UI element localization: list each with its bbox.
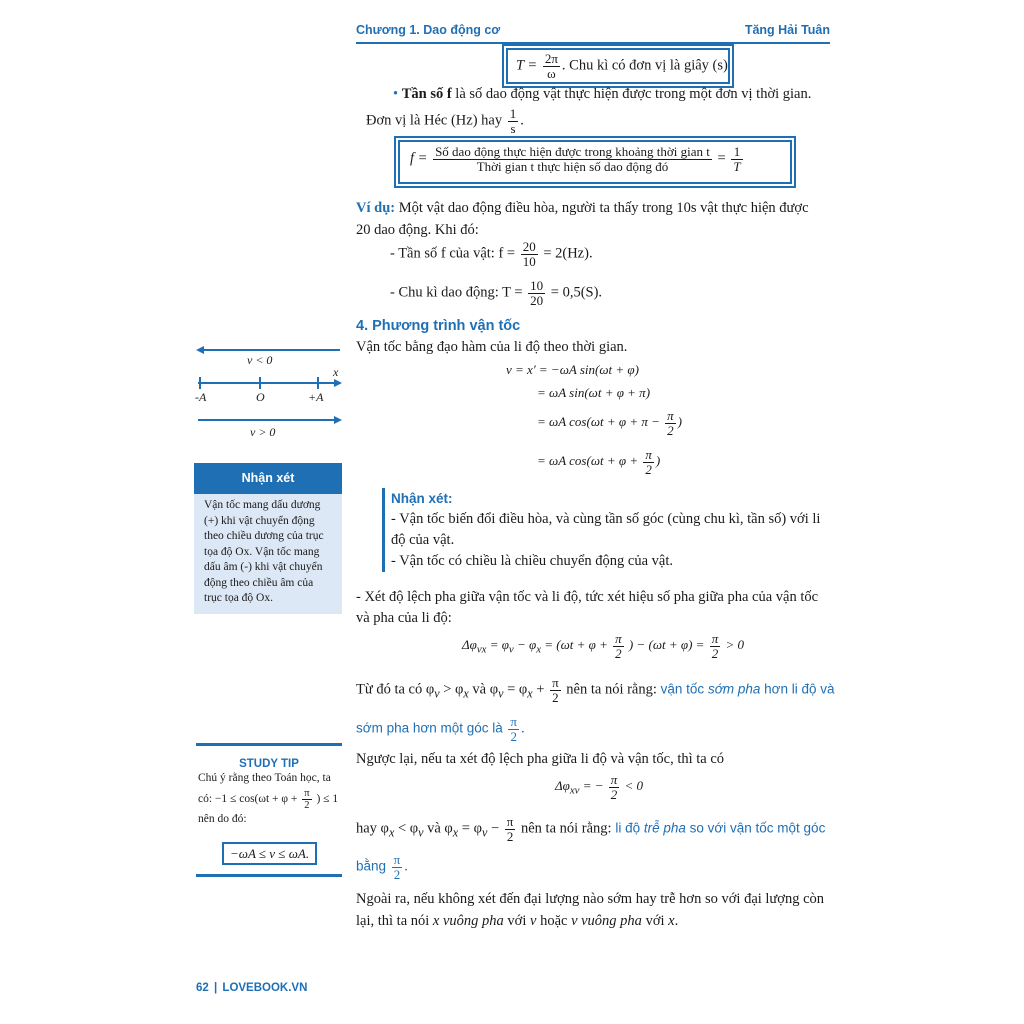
minus-a-label: -A bbox=[195, 390, 207, 404]
remark-block: Nhận xét: - Vận tốc biến đổi điều hòa, và cùng tần số góc (cùng chu kì, tần số) với li độ của vật. - Vận tốc có chiều là chiều chuyển động của vật. bbox=[382, 488, 839, 572]
sidebar-note-line: động theo chiều âm của bbox=[204, 576, 314, 589]
chapter-title: Chương 1. Dao động cơ bbox=[356, 23, 501, 37]
frequency-definition: • Tần số f là số dao động vật thực hiện được trong một đơn vị thời gian. bbox=[393, 86, 812, 102]
study-tip-title: STUDY TIP bbox=[239, 758, 299, 770]
phase-lag-sentence: hay $\varphi_x < \varphi_v$ và $\varphi_x = \varphi_v$ − $\frac{\pi}{2}$ nên ta nói rằng: li độ trễ pha so với vận tốc một góc bbox=[356, 814, 826, 844]
velocity-eq-3: = ωA cos(ωt + φ + π − $\frac{\pi}{2}$ ) bbox=[537, 408, 682, 438]
origin-label: O bbox=[256, 390, 265, 404]
phase-reverse-eq: $\Delta\varphi_{xv}$ = − $\frac{\pi}{2}$ < 0 bbox=[555, 772, 644, 802]
frequency-num: Số dao động thực hiện được trong khoảng thời gian t bbox=[435, 144, 710, 159]
page-footer: 62 | LOVEBOOK.VN bbox=[196, 982, 308, 994]
period-text: . Chu kì có đơn vị là giây (s) bbox=[561, 57, 728, 74]
sidebar-note-line: theo chiều dương của trục bbox=[204, 530, 324, 542]
v-negative-label: v < 0 bbox=[247, 353, 273, 367]
period-formula-box bbox=[506, 48, 730, 84]
study-tip-result-box: −ωA ≤ v ≤ ωA. bbox=[222, 842, 317, 865]
frequency-lhs: f = bbox=[410, 150, 428, 167]
sidebar-note-line: (+) khi vật chuyển động bbox=[204, 514, 315, 527]
section-title: 4. Phương trình vận tốc bbox=[356, 318, 521, 334]
sidebar-note-title: Nhận xét bbox=[194, 463, 342, 494]
phase-difference-eq: $\Delta\varphi_{vx} = \varphi_v - \varphi_x = (\omega t + \varphi$ + $\frac{\pi}{2}$ ) − (ωt + φ) = $\frac{\pi}{2}$ > 0 bbox=[462, 631, 745, 661]
footer-site: LOVEBOOK.VN bbox=[222, 982, 308, 994]
section-intro: Vận tốc bằng đạo hàm của li độ theo thời gian. bbox=[356, 339, 628, 355]
study-tip-inequality: có: −1 ≤ cos(ωt + φ + $\frac{\pi}{2}$ ) ≤ 1 bbox=[198, 788, 339, 812]
example-period: - Chu kì dao động: T = $\frac{10}{20}$ = 0,5(S). bbox=[390, 278, 603, 308]
period-den: ω bbox=[547, 65, 556, 81]
frequency-den: Thời gian t thực hiện số dao động đó bbox=[476, 158, 669, 174]
x-axis-label: x bbox=[333, 365, 339, 379]
sidebar-note-line: dấu âm (-) khi vật chuyển bbox=[204, 561, 323, 573]
phase-lead-amount: sớm pha hơn một góc là $\frac{\pi}{2}$ . bbox=[356, 714, 525, 744]
remark-title: Nhận xét: bbox=[391, 491, 453, 506]
period-num: 2π bbox=[544, 51, 558, 66]
phase-lead-sentence: Từ đó ta có $\varphi_v > \varphi_x$ và $\varphi_v = \varphi_x$ + $\frac{\pi}{2}$ nên ta nói rằng: vận tốc sớm pha hơn li độ và bbox=[356, 675, 835, 705]
sidebar-note bbox=[194, 463, 342, 614]
period-lhs: T = bbox=[516, 57, 538, 74]
sidebar-note-body bbox=[194, 494, 342, 607]
sidebar-note-line: Vận tốc mang dấu dương bbox=[204, 499, 321, 511]
phase-reverse-intro: Ngược lại, nếu ta xét độ lệch pha giữa li độ và vận tốc, thì ta có bbox=[356, 751, 725, 767]
frequency-term: Tần số f bbox=[401, 86, 452, 102]
velocity-eq-2: = ωA sin(ωt + φ + π) bbox=[537, 385, 651, 400]
page-number: 62 bbox=[196, 982, 209, 994]
example-label: Ví dụ: bbox=[356, 200, 396, 216]
quadrature-paragraph: Ngoài ra, nếu không xét đến đại lượng nào sớm hay trễ hơn so với đại lượng còn lại, thì ta nói x vuông pha với v hoặc v vuông pha với x. bbox=[356, 891, 825, 929]
study-tip: STUDY TIP Chú ý rằng theo Toán học, ta có: −1 ≤ cos(ωt + φ + $\frac{\pi}{2}$ ) ≤ 1 nên do đó: −ωA ≤ v ≤ ωA. bbox=[196, 743, 342, 877]
velocity-eq-1: v = x′ = −ωA sin(ωt + φ) bbox=[506, 362, 639, 377]
example-frequency: - Tần số f của vật: f = $\frac{20}{10}$ = 2(Hz). bbox=[390, 239, 593, 269]
frequency-formula-box: f = $\frac{\text{Số dao động thực hiện được trong khoảng thời gian t}}{\text{Thời gian t thực hiện số dao động đó}}$ = $\frac{1}{T}$ bbox=[398, 140, 792, 184]
velocity-axis-diagram bbox=[190, 340, 350, 445]
example-paragraph: Ví dụ: Một vật dao động điều hòa, người ta thấy trong 10s vật thực hiện được 20 dao động. Khi đó: bbox=[356, 200, 809, 238]
plus-a-label: +A bbox=[308, 390, 324, 404]
sidebar-note-line: trục tọa độ Ox. bbox=[204, 592, 273, 604]
velocity-eq-4: = ωA cos(ωt + φ + $\frac{\pi}{2}$ ) bbox=[537, 447, 661, 477]
phase-intro: - Xét độ lệch pha giữa vận tốc và li độ, tức xét hiệu số pha giữa pha của vận tốc và pha của li độ: bbox=[356, 589, 819, 626]
chapter-header bbox=[356, 22, 830, 44]
phase-lag-amount: bằng $\frac{\pi}{2}$ . bbox=[356, 852, 408, 882]
frequency-unit: Đơn vị là Héc (Hz) hay $\frac{1}{s}$ . bbox=[366, 106, 524, 136]
v-positive-label: v > 0 bbox=[250, 425, 276, 439]
sidebar-note-line: tọa độ Ox. Vận tốc mang bbox=[204, 545, 320, 558]
author-name: Tăng Hải Tuân bbox=[744, 23, 830, 37]
